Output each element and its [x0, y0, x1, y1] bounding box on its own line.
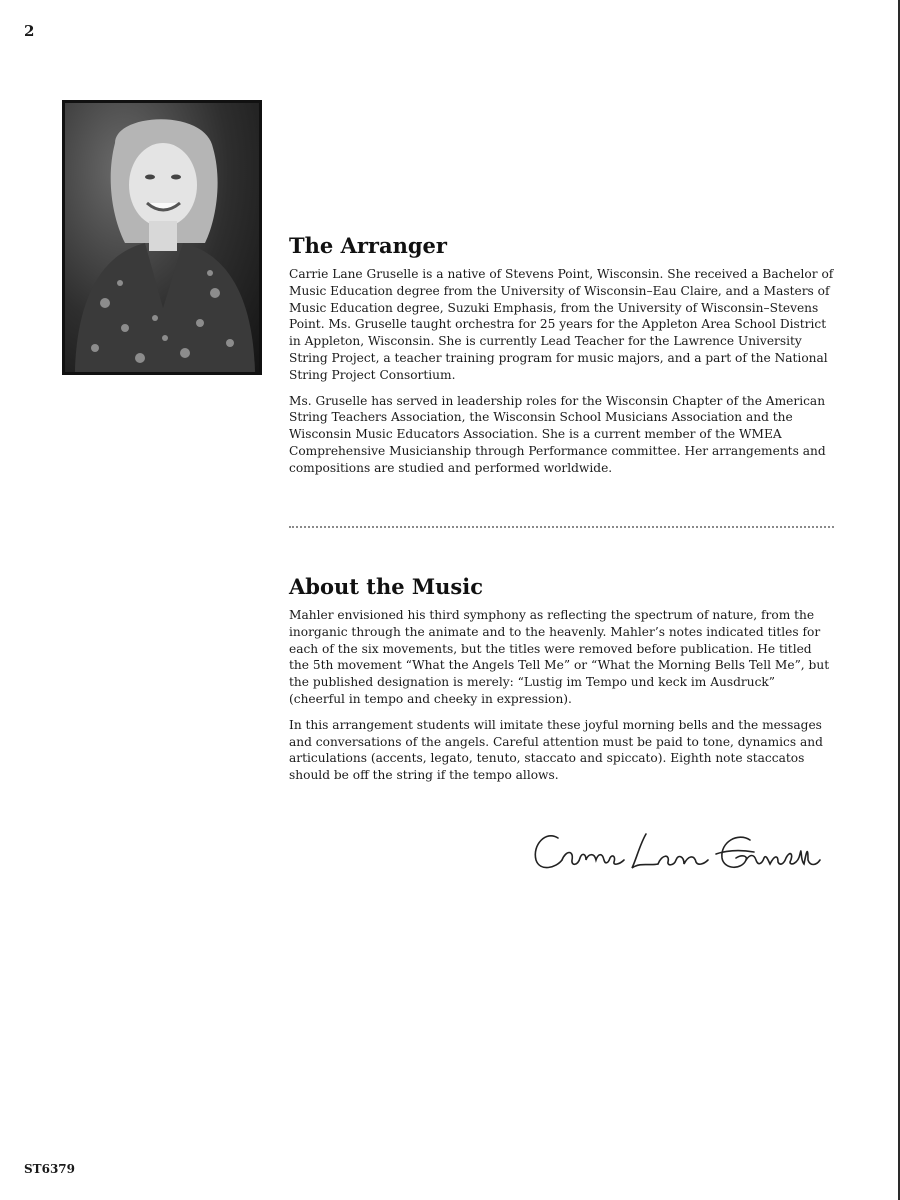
page-number: 2 [24, 22, 35, 40]
arranger-paragraph-1: Carrie Lane Gruselle is a native of Stevens Point, Wisconsin. She received a Bachelor of Music Education degree from the University of Wisconsin–Eau Claire, and a Masters of Music Education degree, Suzuki Emphasis, from the University of Wisconsin–Stevens Point. Ms. Gruselle taught orchestra for 25 years for the Appleton Area School District in Appleton, Wisconsin. She is currently Lead Teacher for the Lawrence University String Project, a teacher training program for music majors, and a part of the National String Project Consortium. [289, 267, 834, 382]
arranger-section [289, 233, 834, 486]
arranger-heading: The Arranger [289, 233, 447, 258]
arranger-photo [62, 100, 262, 375]
about-music-paragraph-1: Mahler envisioned his third symphony as reflecting the spectrum of nature, from the inorganic through the animate and to the heavenly. Mahler’s notes indicated titles for each of the six movements, but the titles were removed before publication. He titled the 5th movement “What the Angels Tell Me” or “What the Morning Bells Tell Me”, but the published designation is merely: “Lustig im Tempo und keck im Ausdruck” (cheerful in tempo and cheeky in expression). [289, 608, 830, 706]
about-music-heading: About the Music [289, 574, 484, 599]
section-divider [289, 526, 834, 528]
arranger-paragraph-2: Ms. Gruselle has served in leadership roles for the Wisconsin Chapter of the American String Teachers Association, the Wisconsin School Musicians Association and the Wisconsin Music Educators Association. She is a current member of the WMEA Comprehensive Musicianship through Performance committee. Her arrangements and compositions are studied and performed worldwide. [289, 393, 826, 475]
catalog-number: ST6379 [24, 1162, 75, 1176]
about-music-section [289, 574, 834, 793]
about-music-paragraph-2: In this arrangement students will imitate these joyful morning bells and the messages and conversations of the angels. Careful attention must be paid to tone, dynamics and articulations (accents, legato, tenuto, staccato and spiccato). Eighth note staccatos should be off the string if the tempo allows. [289, 717, 823, 783]
handwritten-signature [528, 820, 828, 880]
